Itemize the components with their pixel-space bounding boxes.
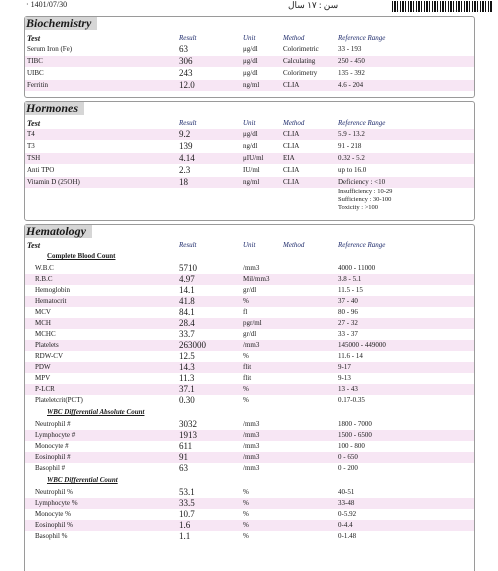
test-name: Plateletcrit(PCT) [35,396,83,404]
test-reference: 0-1.48 [338,532,357,540]
test-result: 37.1 [179,384,195,394]
test-name: TIBC [27,57,43,65]
test-unit: /mm3 [243,264,260,272]
test-unit: μg/dl [243,69,258,77]
col-unit: Unit [243,119,256,127]
test-reference: 5.9 - 13.2 [338,130,365,138]
test-reference: 40-51 [338,488,355,496]
test-reference: 27 - 32 [338,319,358,327]
test-reference: Deficiency : <10 [338,178,386,186]
table-row [25,329,474,340]
test-result: 12.5 [179,351,195,361]
table-row [25,141,474,152]
col-result: Result [179,119,197,127]
table-header [25,119,474,128]
test-name: Hemoglobin [35,286,70,294]
table-row [25,441,474,452]
test-unit: μg/dl [243,130,258,138]
test-method: CLIA [283,81,300,89]
test-result: 33.7 [179,329,195,339]
test-reference: 91 - 218 [338,142,362,150]
test-name: Monocyte % [35,510,71,518]
test-name: RDW-CV [35,352,63,360]
test-unit: fl [243,308,248,316]
test-result: 12.0 [179,80,195,90]
test-result: 0.30 [179,395,195,405]
test-result: 10.7 [179,509,195,519]
test-unit: % [243,499,249,507]
test-unit: μIU/ml [243,154,264,162]
section-title: Hematology [25,225,92,238]
table-row [25,129,474,140]
test-unit: /mm3 [243,431,260,439]
test-result: 5710 [179,263,197,273]
test-result: 4.97 [179,274,195,284]
test-result: 263000 [179,340,206,350]
table-row [25,395,474,406]
test-unit: pgr/ml [243,319,262,327]
test-result: 84.1 [179,307,195,317]
test-reference: 11.5 - 15 [338,286,363,294]
test-unit: μg/dl [243,57,258,65]
test-unit: /mm3 [243,341,260,349]
test-result: 14.3 [179,362,195,372]
test-method: Calculating [283,57,316,65]
test-method: EIA [283,154,295,162]
test-result: 4.14 [179,153,195,163]
test-name: Neutrophil # [35,420,71,428]
col-result: Result [179,241,197,249]
test-name: Platelets [35,341,59,349]
test-reference: 9-17 [338,363,351,371]
table-row [25,165,474,176]
table-row [25,531,474,542]
test-result: 53.1 [179,487,195,497]
table-row [25,307,474,318]
vitd-range-sufficiency: Sufficiency : 30-100 [338,196,392,203]
test-reference: 33 - 193 [338,45,362,53]
test-result: 33.5 [179,498,195,508]
test-name: Basophil # [35,464,66,472]
patient-age: سن : ۱۷ سال [288,0,339,10]
test-reference: 0 - 650 [338,453,358,461]
test-method: CLIA [283,130,300,138]
hormones-section [24,101,475,221]
test-result: 243 [179,68,193,78]
table-row [25,153,474,164]
col-test: Test [27,241,41,250]
table-row [25,318,474,329]
test-unit: flit [243,363,252,371]
col-reference: Reference Range [338,34,386,42]
test-reference: 4.6 - 204 [338,81,364,89]
test-result: 63 [179,463,188,473]
test-name: Hematocrit [35,297,67,305]
test-result: 2.3 [179,165,191,175]
test-unit: flit [243,374,252,382]
test-reference: 0-5.92 [338,510,357,518]
table-row [25,430,474,441]
test-unit: % [243,385,249,393]
test-reference: 33-48 [338,499,355,507]
table-row [25,274,474,285]
test-name: Eosinophil % [35,521,73,529]
vitd-range-toxicity: Toxicity : >100 [338,204,379,211]
test-unit: % [243,396,249,404]
test-reference: 3.8 - 5.1 [338,275,362,283]
test-result: 18 [179,177,188,187]
test-unit: % [243,521,249,529]
test-result: 3032 [179,419,197,429]
col-method: Method [283,241,305,249]
test-unit: ng/dl [243,142,258,150]
col-reference: Reference Range [338,241,386,249]
test-name: Anti TPO [27,166,55,174]
test-result: 1.1 [179,531,191,541]
table-row [25,296,474,307]
col-unit: Unit [243,34,256,42]
table-row [25,373,474,384]
test-reference: 1500 - 6500 [338,431,372,439]
table-row [25,487,474,498]
test-unit: % [243,532,249,540]
test-result: 611 [179,441,193,451]
col-reference: Reference Range [338,119,386,127]
test-name: Serum Iron (Fe) [27,45,73,53]
table-row [25,263,474,274]
test-name: T3 [27,142,35,150]
test-reference: 13 - 43 [338,385,358,393]
test-result: 41.8 [179,296,195,306]
col-result: Result [179,34,197,42]
test-reference: 145000 - 449000 [338,341,386,349]
test-unit: ng/ml [243,81,260,89]
test-method: CLIA [283,178,300,186]
test-result: 139 [179,141,193,151]
table-row [25,177,474,188]
test-name: Eosinophil # [35,453,71,461]
page-top-strip [0,0,498,14]
test-name: MCH [35,319,51,327]
table-row [25,44,474,55]
test-name: P-LCR [35,385,55,393]
test-name: Monocyte # [35,442,69,450]
table-row [25,384,474,395]
table-row [25,80,474,91]
test-unit: /mm3 [243,453,260,461]
wbc-differential-subheading: WBC Differential Count [47,476,118,484]
table-row [25,509,474,520]
table-row [25,419,474,430]
test-result: 91 [179,452,188,462]
biochemistry-section [24,16,475,98]
test-name: TSH [27,154,41,162]
table-row [25,68,474,79]
test-result: 1.6 [179,520,191,530]
col-unit: Unit [243,241,256,249]
test-reference: 4000 - 11000 [338,264,376,272]
test-reference: 9-13 [338,374,351,382]
test-reference: 0.32 - 5.2 [338,154,365,162]
table-row [25,452,474,463]
test-unit: ng/ml [243,178,260,186]
table-row [25,463,474,474]
test-reference: 100 - 800 [338,442,365,450]
test-unit: % [243,488,249,496]
test-unit: % [243,352,249,360]
barcode-icon [392,1,492,12]
section-title: Biochemistry [25,17,97,30]
test-name: Lymphocyte # [35,431,76,439]
test-reference: up to 16.0 [338,166,367,174]
table-row [25,520,474,531]
test-name: Vitamin D (25OH) [27,178,80,186]
test-unit: % [243,297,249,305]
test-name: Ferritin [27,81,48,89]
test-name: Neutrophil % [35,488,73,496]
test-result: 306 [179,56,193,66]
vitd-range-insufficiency: Insufficiency : 10-29 [338,188,393,195]
test-unit: gr/dl [243,330,257,338]
test-name: Lymphocyte % [35,499,78,507]
test-result: 14.1 [179,285,195,295]
section-title: Hormones [25,102,84,115]
test-result: 9.2 [179,129,191,139]
col-test: Test [27,119,41,128]
test-name: MCHC [35,330,56,338]
test-unit: /mm3 [243,464,260,472]
test-reference: 0-4.4 [338,521,353,529]
table-row [25,340,474,351]
report-date: · 1401/07/30 [26,0,68,9]
table-row [25,56,474,67]
cbc-subheading: Complete Blood Count [47,252,116,260]
test-name: W.B.C [35,264,54,272]
test-reference: 0 - 200 [338,464,358,472]
test-reference: 135 - 392 [338,69,365,77]
col-test: Test [27,34,41,43]
col-method: Method [283,119,305,127]
test-method: Colorimetry [283,69,318,77]
table-row [25,351,474,362]
test-reference: 80 - 96 [338,308,358,316]
test-method: Colorimetric [283,45,319,53]
test-unit: μg/dl [243,45,258,53]
test-reference: 1800 - 7000 [338,420,372,428]
wbc-absolute-subheading: WBC Differential Absolute Count [47,408,145,416]
table-header [25,241,474,250]
test-name: PDW [35,363,51,371]
test-result: 11.3 [179,373,195,383]
test-unit: Mil/mm3 [243,275,270,283]
test-unit: % [243,510,249,518]
test-result: 28.4 [179,318,195,328]
test-reference: 0.17-0.35 [338,396,365,404]
test-result: 1913 [179,430,197,440]
table-row [25,285,474,296]
test-name: MCV [35,308,51,316]
test-unit: IU/ml [243,166,260,174]
table-row [25,362,474,373]
test-name: R.B.C [35,275,53,283]
hematology-section [24,224,475,571]
test-name: Basophil % [35,532,68,540]
test-reference: 250 - 450 [338,57,365,65]
table-header [25,34,474,43]
test-name: UIBC [27,69,44,77]
test-reference: 33 - 37 [338,330,358,338]
test-reference: 37 - 40 [338,297,358,305]
test-reference: 11.6 - 14 [338,352,363,360]
test-unit: gr/dl [243,286,257,294]
test-name: MPV [35,374,51,382]
test-result: 63 [179,44,188,54]
test-method: CLIA [283,142,300,150]
test-unit: /mm3 [243,420,260,428]
test-unit: /mm3 [243,442,260,450]
test-name: T4 [27,130,35,138]
col-method: Method [283,34,305,42]
test-method: CLIA [283,166,300,174]
table-row [25,498,474,509]
